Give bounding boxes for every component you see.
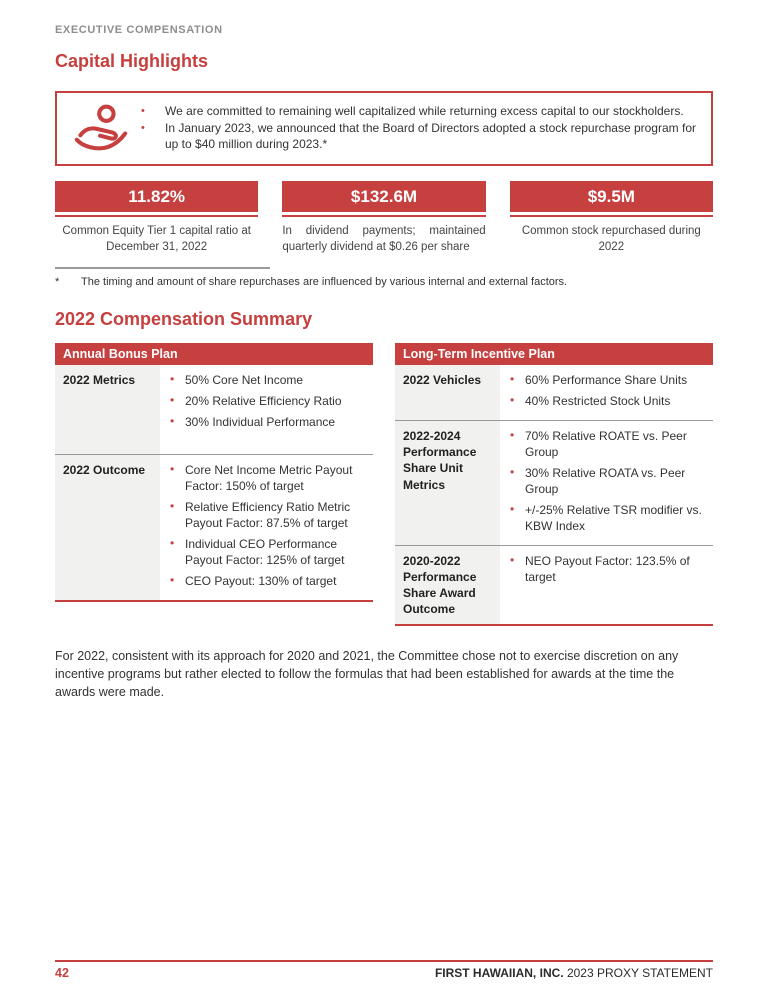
table-row [55,365,373,454]
stat-dividends [282,181,485,255]
footnote [55,276,713,288]
footnote-marker: * [55,276,60,289]
bullet-item: • CEO Payout: 130% of target [170,574,369,590]
row-label: 2020-2022 Performance Share Award Outcome [395,546,500,625]
row-content [160,365,373,454]
capital-stats-row [55,181,713,255]
page-number: 42 [55,966,69,980]
stat-value: 11.82% [55,181,258,212]
bullet-item: • 30% Individual Performance [170,415,369,431]
callout-bullet: • We are committed to remaining well capitalized while returning excess capital to our stockholders. [137,104,697,120]
stat-value: $132.6M [282,181,485,212]
stat-caption: Common stock repurchased during 2022 [521,225,701,253]
stat-caption: In dividend payments; maintained quarterly dividend at $0.26 per share [282,225,486,253]
row-content [500,365,713,420]
stat-underline [282,215,485,217]
stat-underline [510,215,713,217]
stat-cet1-ratio [55,181,258,255]
row-content [500,546,713,625]
table-row [395,420,713,545]
table-row [395,545,713,625]
bullet-item: • NEO Payout Factor: 123.5% of target [510,554,709,586]
row-label: 2022 Vehicles [395,365,500,420]
table-row [395,365,713,420]
bullet-item: • Individual CEO Performance Payout Factor: 125% of target [170,537,369,569]
page-footer [55,960,713,980]
committee-discretion-paragraph: For 2022, consistent with its approach for 2020 and 2021, the Committee chose not to exercise discretion on any incentive programs but rather elected to follow the formulas that had been established for awards at the time the awards were made. [55,649,679,699]
stat-repurchases [510,181,713,255]
bullet-item: • 40% Restricted Stock Units [510,394,709,410]
page-title-compensation-summary: 2022 Compensation Summary [55,309,313,330]
bullet-item: • 60% Performance Share Units [510,373,709,389]
row-label: 2022 Metrics [55,365,160,454]
row-content [160,455,373,600]
row-label: 2022 Outcome [55,455,160,600]
hand-holding-coin-icon [65,103,137,155]
section-eyebrow: EXECUTIVE COMPENSATION [55,24,223,36]
row-content [500,421,713,545]
callout-bullet: • In January 2023, we announced that the Board of Directors adopted a stock repurchase program for up to $40 million during 2023.* [137,121,697,153]
stat-caption: Common Equity Tier 1 capital ratio at December 31, 2022 [62,225,251,253]
stat-value: $9.5M [510,181,713,212]
bullet-item: • 50% Core Net Income [170,373,369,389]
table-row [55,454,373,600]
footer-company-name: FIRST HAWAIIAN, INC. [434,966,564,980]
page-title-capital-highlights: Capital Highlights [55,51,208,71]
capital-highlights-callout [55,91,713,166]
bullet-item: • Relative Efficiency Ratio Metric Payout Factor: 87.5% of target [170,500,369,532]
row-label: 2022-2024 Performance Share Unit Metrics [395,421,500,545]
footnote-text: The timing and amount of share repurchases are influenced by various internal and external factors. [81,276,568,289]
bullet-item: • 30% Relative ROATA vs. Peer Group [510,466,709,498]
bullet-item: • 70% Relative ROATE vs. Peer Group [510,429,709,461]
stat-underline [55,215,258,217]
table-header: Annual Bonus Plan [55,343,373,365]
bullet-item: • 20% Relative Efficiency Ratio [170,394,369,410]
table-header: Long-Term Incentive Plan [395,343,713,365]
long-term-incentive-plan-table [395,343,713,626]
compensation-summary-tables [55,343,713,626]
bullet-item: • +/-25% Relative TSR modifier vs. KBW Index [510,503,709,535]
bullet-item: • Core Net Income Metric Payout Factor: 150% of target [170,463,369,495]
annual-bonus-plan-table [55,343,373,602]
footnote-separator [55,267,270,269]
footer-document-name: 2023 PROXY STATEMENT [566,966,713,980]
footer-title [435,966,713,980]
callout-bullet-list [137,103,697,153]
